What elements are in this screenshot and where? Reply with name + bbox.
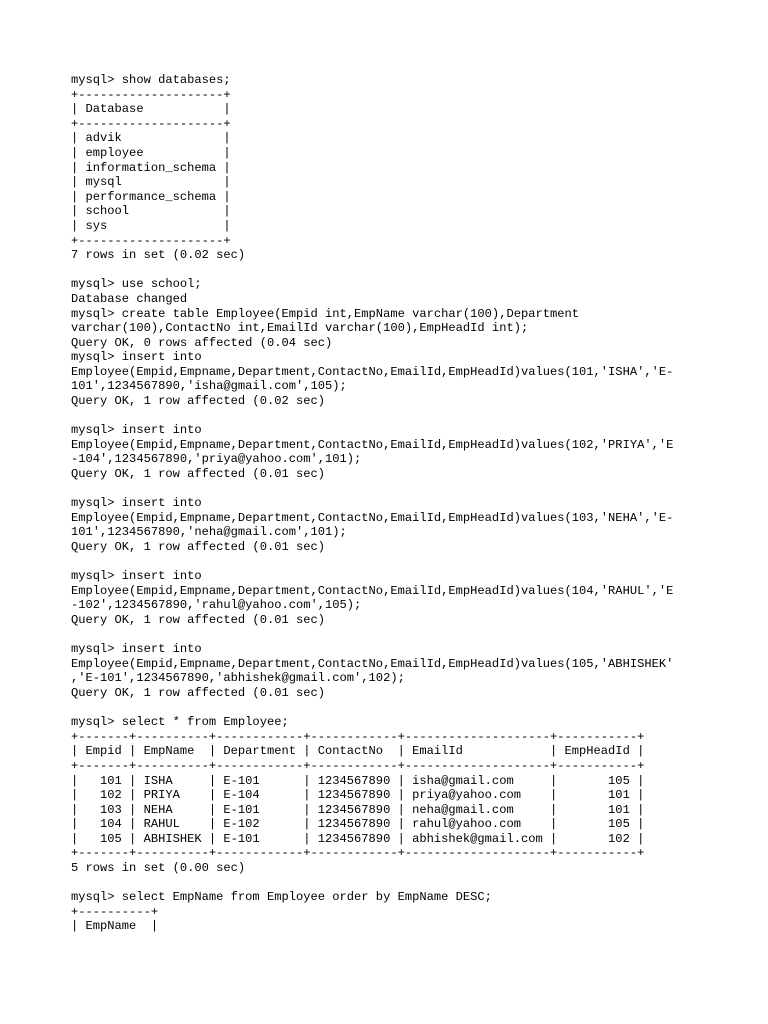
transcript-line: | 105 | ABHISHEK | E-101 | 1234567890 | abhishek@gmail.com | 102 |: [71, 831, 645, 846]
transcript-line: mysql> select * from Employee;: [71, 715, 289, 730]
transcript-line: | mysql |: [71, 175, 231, 190]
transcript-line: +-------+----------+------------+------------+--------------------+-----------+: [71, 729, 645, 744]
transcript-line: 5 rows in set (0.00 sec): [71, 861, 246, 876]
transcript-line: 7 rows in set (0.02 sec): [71, 248, 246, 263]
transcript-line: Query OK, 1 row affected (0.01 sec): [71, 685, 326, 700]
command-block: [71, 423, 751, 481]
transcript-line: | employee |: [71, 145, 231, 160]
transcript-line: +--------------------+: [71, 116, 231, 131]
transcript-line: mysql> select EmpName from Employee order by EmpName DESC;: [71, 890, 492, 905]
transcript-line: | sys |: [71, 218, 231, 233]
transcript-line: Employee(Empid,Empname,Department,ContactNo,EmailId,EmpHeadId)values(102,'PRIYA','E: [71, 437, 674, 452]
transcript-line: 101',1234567890,'isha@gmail.com',105);: [71, 379, 347, 394]
transcript-line: mysql> show databases;: [71, 73, 231, 87]
block-gap: [71, 409, 751, 424]
command-block: [71, 715, 751, 876]
transcript-line: mysql> create table Employee(Empid int,EmpName varchar(100),Department: [71, 306, 580, 321]
command-block: [71, 277, 751, 408]
transcript-line: mysql> insert into: [71, 569, 202, 584]
transcript-line: Employee(Empid,Empname,Department,ContactNo,EmailId,EmpHeadId)values(105,'ABHISHEK': [71, 656, 674, 671]
transcript-line: varchar(100),ContactNo int,EmailId varchar(100),EmpHeadId int);: [71, 321, 529, 336]
transcript-line: | school |: [71, 204, 231, 219]
transcript-line: | 102 | PRIYA | E-104 | 1234567890 | priya@yahoo.com | 101 |: [71, 788, 645, 803]
command-block: [71, 642, 751, 700]
transcript-line: +-------+----------+------------+------------+--------------------+-----------+: [71, 758, 645, 773]
transcript-line: Query OK, 1 row affected (0.02 sec): [71, 394, 326, 409]
transcript-line: | 101 | ISHA | E-101 | 1234567890 | isha@gmail.com | 105 |: [71, 773, 645, 788]
transcript-line: | performance_schema |: [71, 189, 231, 204]
command-block: [71, 73, 751, 263]
terminal-transcript: [71, 73, 751, 934]
transcript-line: mysql> insert into: [71, 642, 202, 657]
block-gap: [71, 628, 751, 643]
transcript-line: | Database |: [71, 102, 231, 117]
block-gap: [71, 876, 751, 891]
transcript-line: mysql> insert into: [71, 350, 202, 365]
block-gap: [71, 555, 751, 570]
command-block: [71, 890, 751, 934]
transcript-line: Query OK, 1 row affected (0.01 sec): [71, 467, 326, 482]
transcript-line: Employee(Empid,Empname,Department,ContactNo,EmailId,EmpHeadId)values(101,'ISHA','E-: [71, 364, 674, 379]
transcript-line: | EmpName |: [71, 919, 159, 934]
transcript-line: | 104 | RAHUL | E-102 | 1234567890 | rahul@yahoo.com | 105 |: [71, 817, 645, 832]
command-block: [71, 569, 751, 627]
transcript-line: Query OK, 1 row affected (0.01 sec): [71, 540, 326, 554]
transcript-line: | advik |: [71, 131, 231, 146]
transcript-line: Query OK, 0 rows affected (0.04 sec): [71, 335, 333, 350]
transcript-line: Employee(Empid,Empname,Department,ContactNo,EmailId,EmpHeadId)values(104,'RAHUL','E: [71, 583, 674, 598]
transcript-line: | Empid | EmpName | Department | ContactNo | EmailId | EmpHeadId |: [71, 744, 645, 759]
block-gap: [71, 482, 751, 497]
transcript-line: +--------------------+: [71, 87, 231, 102]
transcript-line: +----------+: [71, 904, 159, 919]
transcript-line: mysql> insert into: [71, 423, 202, 438]
transcript-line: Query OK, 1 row affected (0.01 sec): [71, 612, 326, 627]
transcript-line: | 103 | NEHA | E-101 | 1234567890 | neha@gmail.com | 101 |: [71, 802, 645, 817]
transcript-line: Database changed: [71, 291, 188, 306]
block-gap: [71, 263, 751, 278]
transcript-line: ,'E-101',1234567890,'abhishek@gmail.com',102);: [71, 671, 405, 686]
transcript-line: mysql> use school;: [71, 277, 202, 292]
transcript-line: +-------+----------+------------+------------+--------------------+-----------+: [71, 846, 645, 861]
transcript-line: mysql> insert into: [71, 496, 202, 511]
transcript-line: | information_schema |: [71, 160, 231, 175]
transcript-line: -104',1234567890,'priya@yahoo.com',101);: [71, 452, 362, 467]
transcript-line: 101',1234567890,'neha@gmail.com',101);: [71, 525, 347, 540]
transcript-line: Employee(Empid,Empname,Department,ContactNo,EmailId,EmpHeadId)values(103,'NEHA','E-: [71, 510, 674, 525]
transcript-line: -102',1234567890,'rahul@yahoo.com',105);: [71, 598, 362, 613]
command-block: [71, 496, 751, 554]
transcript-line: +--------------------+: [71, 233, 231, 248]
block-gap: [71, 701, 751, 716]
